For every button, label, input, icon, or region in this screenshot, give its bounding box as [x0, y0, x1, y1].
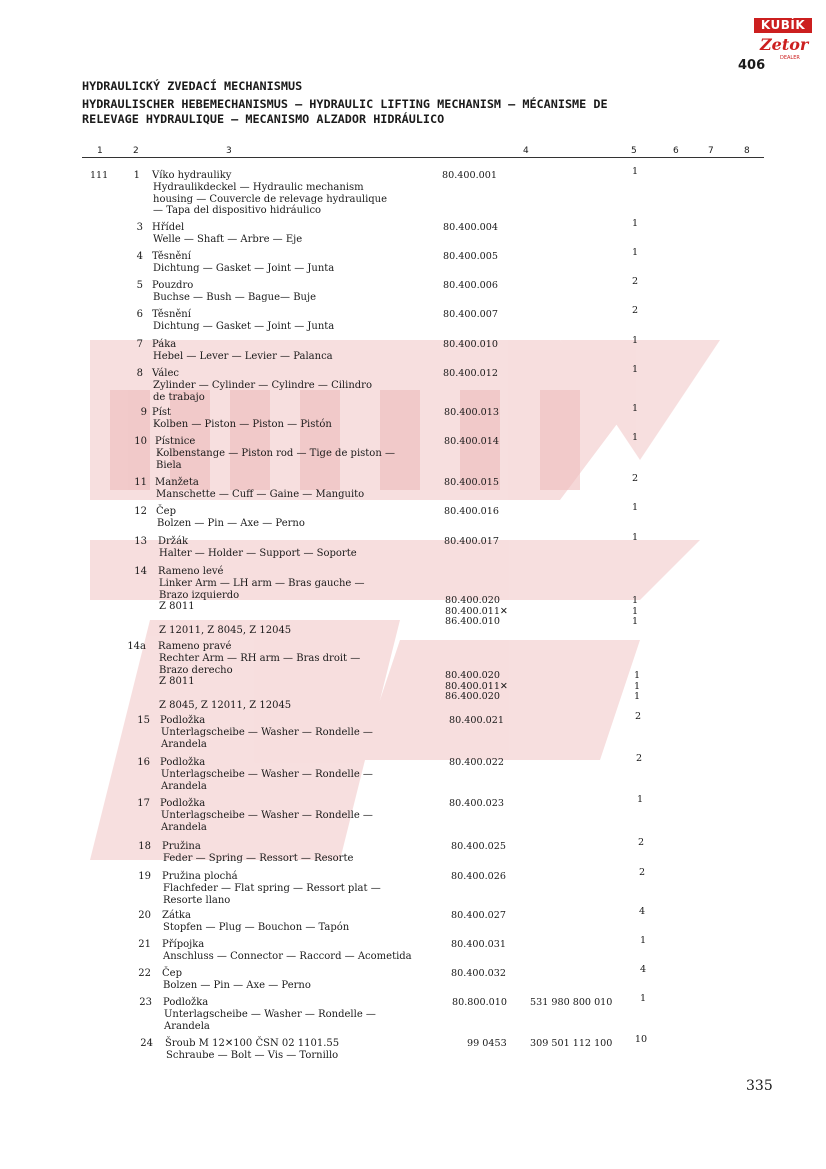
item-quantity: 1 [631, 605, 639, 617]
item-part-number: 80.400.017 [444, 536, 499, 547]
header-rule [82, 157, 764, 158]
item-quantity: 1 [633, 680, 641, 692]
item-name-cz: Rameno levé [158, 566, 224, 577]
item-description-line: de trabajo [153, 391, 205, 403]
item-part-number: 86.400.010 [445, 616, 500, 627]
item-part-number: 80.400.012 [443, 368, 498, 379]
item-description-line: Hydraulikdeckel — Hydraulic mechanism [153, 181, 364, 193]
item-quantity: 4 [638, 906, 646, 917]
item-quantity: 2 [634, 711, 642, 722]
item-description-line: — Tapa del dispositivo hidráulico [153, 205, 322, 217]
item-position: 12 [134, 506, 147, 517]
page-code: 406 [738, 58, 766, 73]
item-description-line: Hebel — Lever — Levier — Palanca [153, 350, 333, 362]
item-name-cz: Manžeta [155, 477, 199, 488]
item-description-line: Feder — Spring — Ressort — Resorte [163, 852, 354, 864]
column-header-6: 6 [673, 146, 679, 156]
item-description-line: Z 8011 [159, 676, 195, 688]
item-name-cz: Válec [152, 368, 179, 379]
item-description-line: Linker Arm — LH arm — Bras gauche — [159, 577, 365, 589]
item-part-number: 80.400.021 [449, 715, 504, 726]
item-position: 10 [134, 436, 147, 447]
item-quantity: 1 [631, 364, 639, 375]
item-name-cz: Přípojka [162, 939, 205, 950]
item-position: 5 [136, 280, 143, 291]
item-name-cz: Šroub M 12✕100 ČSN 02 1101.55 [165, 1038, 340, 1049]
item-quantity: 1 [636, 794, 644, 805]
item-description-line: Unterlagscheibe — Washer — Rondelle — [161, 809, 373, 821]
item-position: 1 [133, 170, 140, 181]
item-part-number: 80.400.025 [451, 841, 506, 852]
item-position: 21 [138, 939, 151, 950]
item-name-cz: Páka [152, 339, 177, 350]
item-quantity: 1 [631, 335, 639, 346]
item-position: 4 [136, 251, 143, 262]
item-part-number: 80.400.011✕ [445, 605, 508, 617]
item-position: 18 [138, 841, 151, 852]
item-position: 15 [137, 715, 150, 726]
item-description-line: Flachfeder — Flat spring — Ressort plat — [163, 882, 381, 894]
item-description-line: Dichtung — Gasket — Joint — Junta [153, 262, 335, 274]
item-quantity: 1 [631, 218, 639, 229]
item-part-number: 80.400.005 [443, 251, 498, 262]
item-name-cz: Rameno pravé [158, 641, 232, 652]
item-name-cz: Podložka [160, 798, 206, 809]
item-quantity: 1 [631, 166, 639, 177]
column-header-3: 3 [226, 146, 232, 156]
title-multilingual-2: RELEVAGE HYDRAULIQUE — MECANISMO ALZADOR HIDRÁULICO [82, 112, 445, 126]
item-position: 20 [138, 910, 151, 921]
column-header-8: 8 [744, 146, 750, 156]
item-part-number: 80.400.007 [443, 309, 498, 320]
logo-zetor: Zetor [760, 35, 809, 54]
item-name-cz: Držák [158, 536, 189, 547]
item-name-cz: Píst [152, 407, 172, 418]
item-name-cz: Těsnění [152, 309, 191, 320]
item-description-line: Z 8011 [159, 601, 195, 613]
item-quantity: 1 [631, 247, 639, 258]
item-quantity: 1 [631, 595, 639, 606]
item-standard-code: 531 980 800 010 [530, 997, 613, 1008]
item-position: 8 [136, 368, 143, 379]
item-description-line: Unterlagscheibe — Washer — Rondelle — [161, 726, 373, 738]
item-name-cz: Pružina plochá [162, 871, 238, 882]
item-description-line: Z 8045, Z 12011, Z 12045 [159, 700, 292, 711]
column-header-4: 4 [523, 146, 529, 156]
item-standard-code: 309 501 112 100 [530, 1038, 613, 1049]
item-quantity: 1 [639, 935, 647, 946]
column-header-7: 7 [708, 146, 714, 156]
item-name-cz: Pružina [162, 841, 201, 852]
item-quantity: 2 [631, 473, 639, 484]
item-position: 24 [140, 1038, 153, 1049]
item-part-number: 80.400.011✕ [445, 680, 508, 692]
item-name-cz: Pístnice [155, 436, 196, 447]
item-name-cz: Pouzdro [152, 280, 194, 291]
column-header-2: 2 [133, 146, 139, 156]
item-quantity: 1 [631, 532, 639, 543]
item-part-number: 80.400.020 [445, 670, 500, 681]
item-position: 11 [134, 477, 147, 488]
item-part-number: 80.400.032 [451, 968, 506, 979]
item-description-line: Kolben — Piston — Piston — Pistón [153, 418, 332, 430]
item-name-cz: Hřídel [152, 222, 185, 233]
item-name-cz: Těsnění [152, 251, 191, 262]
item-quantity: 1 [631, 432, 639, 443]
item-quantity: 2 [638, 867, 646, 878]
item-quantity: 2 [637, 837, 645, 848]
item-part-number: 80.400.026 [451, 871, 506, 882]
title-multilingual-1: HYDRAULISCHER HEBEMECHANISMUS — HYDRAULIC LIFTING MECHANISM — MÉCANISME DE [82, 97, 608, 111]
item-quantity: 1 [631, 502, 639, 513]
item-position: 22 [138, 968, 151, 979]
item-name-cz: Víko hydrauliky [152, 170, 232, 181]
item-position: 16 [137, 757, 150, 768]
item-quantity: 10 [634, 1034, 648, 1045]
item-description-line: Arandela [164, 1020, 210, 1032]
item-name-cz: Čep [156, 506, 176, 517]
item-description-line: Biela [156, 459, 182, 471]
item-name-cz: Podložka [163, 997, 209, 1008]
item-quantity: 1 [631, 403, 639, 414]
item-description-line: Kolbenstange — Piston rod — Tige de piston — [156, 447, 395, 459]
item-description-line: Brazo derecho [159, 664, 233, 676]
title-cz: HYDRAULICKÝ ZVEDACÍ MECHANISMUS [82, 79, 303, 93]
item-part-number: 80.400.013 [444, 407, 499, 418]
group-number: 111 [90, 170, 109, 181]
item-part-number: 80.400.023 [449, 798, 504, 809]
item-part-number: 80.400.004 [443, 222, 498, 233]
logo-brand: KUBÍK [754, 18, 812, 33]
item-position: 19 [138, 871, 151, 882]
item-quantity: 1 [631, 616, 639, 627]
item-part-number: 80.400.027 [451, 910, 506, 921]
item-position: 17 [137, 798, 150, 809]
item-description-line: Arandela [161, 821, 207, 833]
item-name-cz: Čep [162, 968, 182, 979]
item-position: 13 [134, 536, 147, 547]
item-name-cz: Podložka [160, 757, 206, 768]
item-name-cz: Podložka [160, 715, 206, 726]
column-header-5: 5 [631, 146, 637, 156]
item-description-line: Z 12011, Z 8045, Z 12045 [159, 625, 292, 636]
item-part-number: 80.400.010 [443, 339, 498, 350]
item-position: 9 [140, 407, 147, 418]
item-part-number: 80.400.006 [443, 280, 498, 291]
item-description-line: Welle — Shaft — Arbre — Eje [153, 233, 303, 245]
item-quantity: 1 [639, 993, 647, 1004]
item-quantity: 2 [631, 305, 639, 316]
item-description-line: Arandela [161, 780, 207, 792]
item-quantity: 2 [631, 276, 639, 287]
item-position: 14a [127, 641, 146, 652]
item-description-line: Bolzen — Pin — Axe — Perno [157, 517, 305, 529]
item-description-line: Bolzen — Pin — Axe — Perno [163, 979, 311, 991]
item-description-line: Arandela [161, 738, 207, 750]
item-part-number: 86.400.020 [445, 691, 500, 702]
item-position: 14 [134, 566, 147, 577]
item-description-line: Halter — Holder — Support — Soporte [159, 547, 357, 559]
logo-dealer: DEALER [780, 55, 800, 61]
item-description-line: Zylinder — Cylinder — Cylindre — Cilindro [153, 379, 372, 391]
item-position: 23 [139, 997, 152, 1008]
item-part-number: 80.400.015 [444, 477, 499, 488]
item-description-line: Anschluss — Connector — Raccord — Acometida [163, 950, 412, 962]
item-description-line: Buchse — Bush — Bague— Buje [153, 291, 317, 303]
item-position: 6 [136, 309, 143, 320]
item-part-number: 80.400.016 [444, 506, 499, 517]
item-part-number: 80.800.010 [452, 997, 507, 1008]
item-description-line: housing — Couvercle de relevage hydraulique [153, 193, 388, 205]
item-description-line: Brazo izquierdo [159, 589, 240, 601]
item-description-line: Resorte llano [163, 894, 231, 906]
item-description-line: Stopfen — Plug — Bouchon — Tapón [163, 921, 350, 933]
item-quantity: 1 [633, 670, 641, 681]
item-quantity: 4 [639, 964, 647, 975]
item-description-line: Manschette — Cuff — Gaine — Manguito [156, 488, 365, 500]
item-description-line: Rechter Arm — RH arm — Bras droit — [159, 652, 361, 664]
item-quantity: 1 [633, 691, 641, 702]
item-part-number: 80.400.014 [444, 436, 499, 447]
item-position: 3 [136, 222, 143, 233]
item-part-number: 99 0453 [467, 1038, 507, 1049]
item-name-cz: Zátka [162, 910, 191, 921]
item-quantity: 2 [635, 753, 643, 764]
item-description-line: Unterlagscheibe — Washer — Rondelle — [161, 768, 373, 780]
item-description-line: Unterlagscheibe — Washer — Rondelle — [164, 1008, 376, 1020]
item-description-line: Schraube — Bolt — Vis — Tornillo [166, 1049, 339, 1061]
column-header-1: 1 [97, 146, 103, 156]
item-description-line: Dichtung — Gasket — Joint — Junta [153, 320, 335, 332]
item-part-number: 80.400.020 [445, 595, 500, 606]
footer-page-number: 335 [746, 1078, 773, 1094]
item-part-number: 80.400.022 [449, 757, 504, 768]
item-part-number: 80.400.001 [442, 170, 497, 181]
item-part-number: 80.400.031 [451, 939, 506, 950]
item-position: 7 [136, 339, 143, 350]
